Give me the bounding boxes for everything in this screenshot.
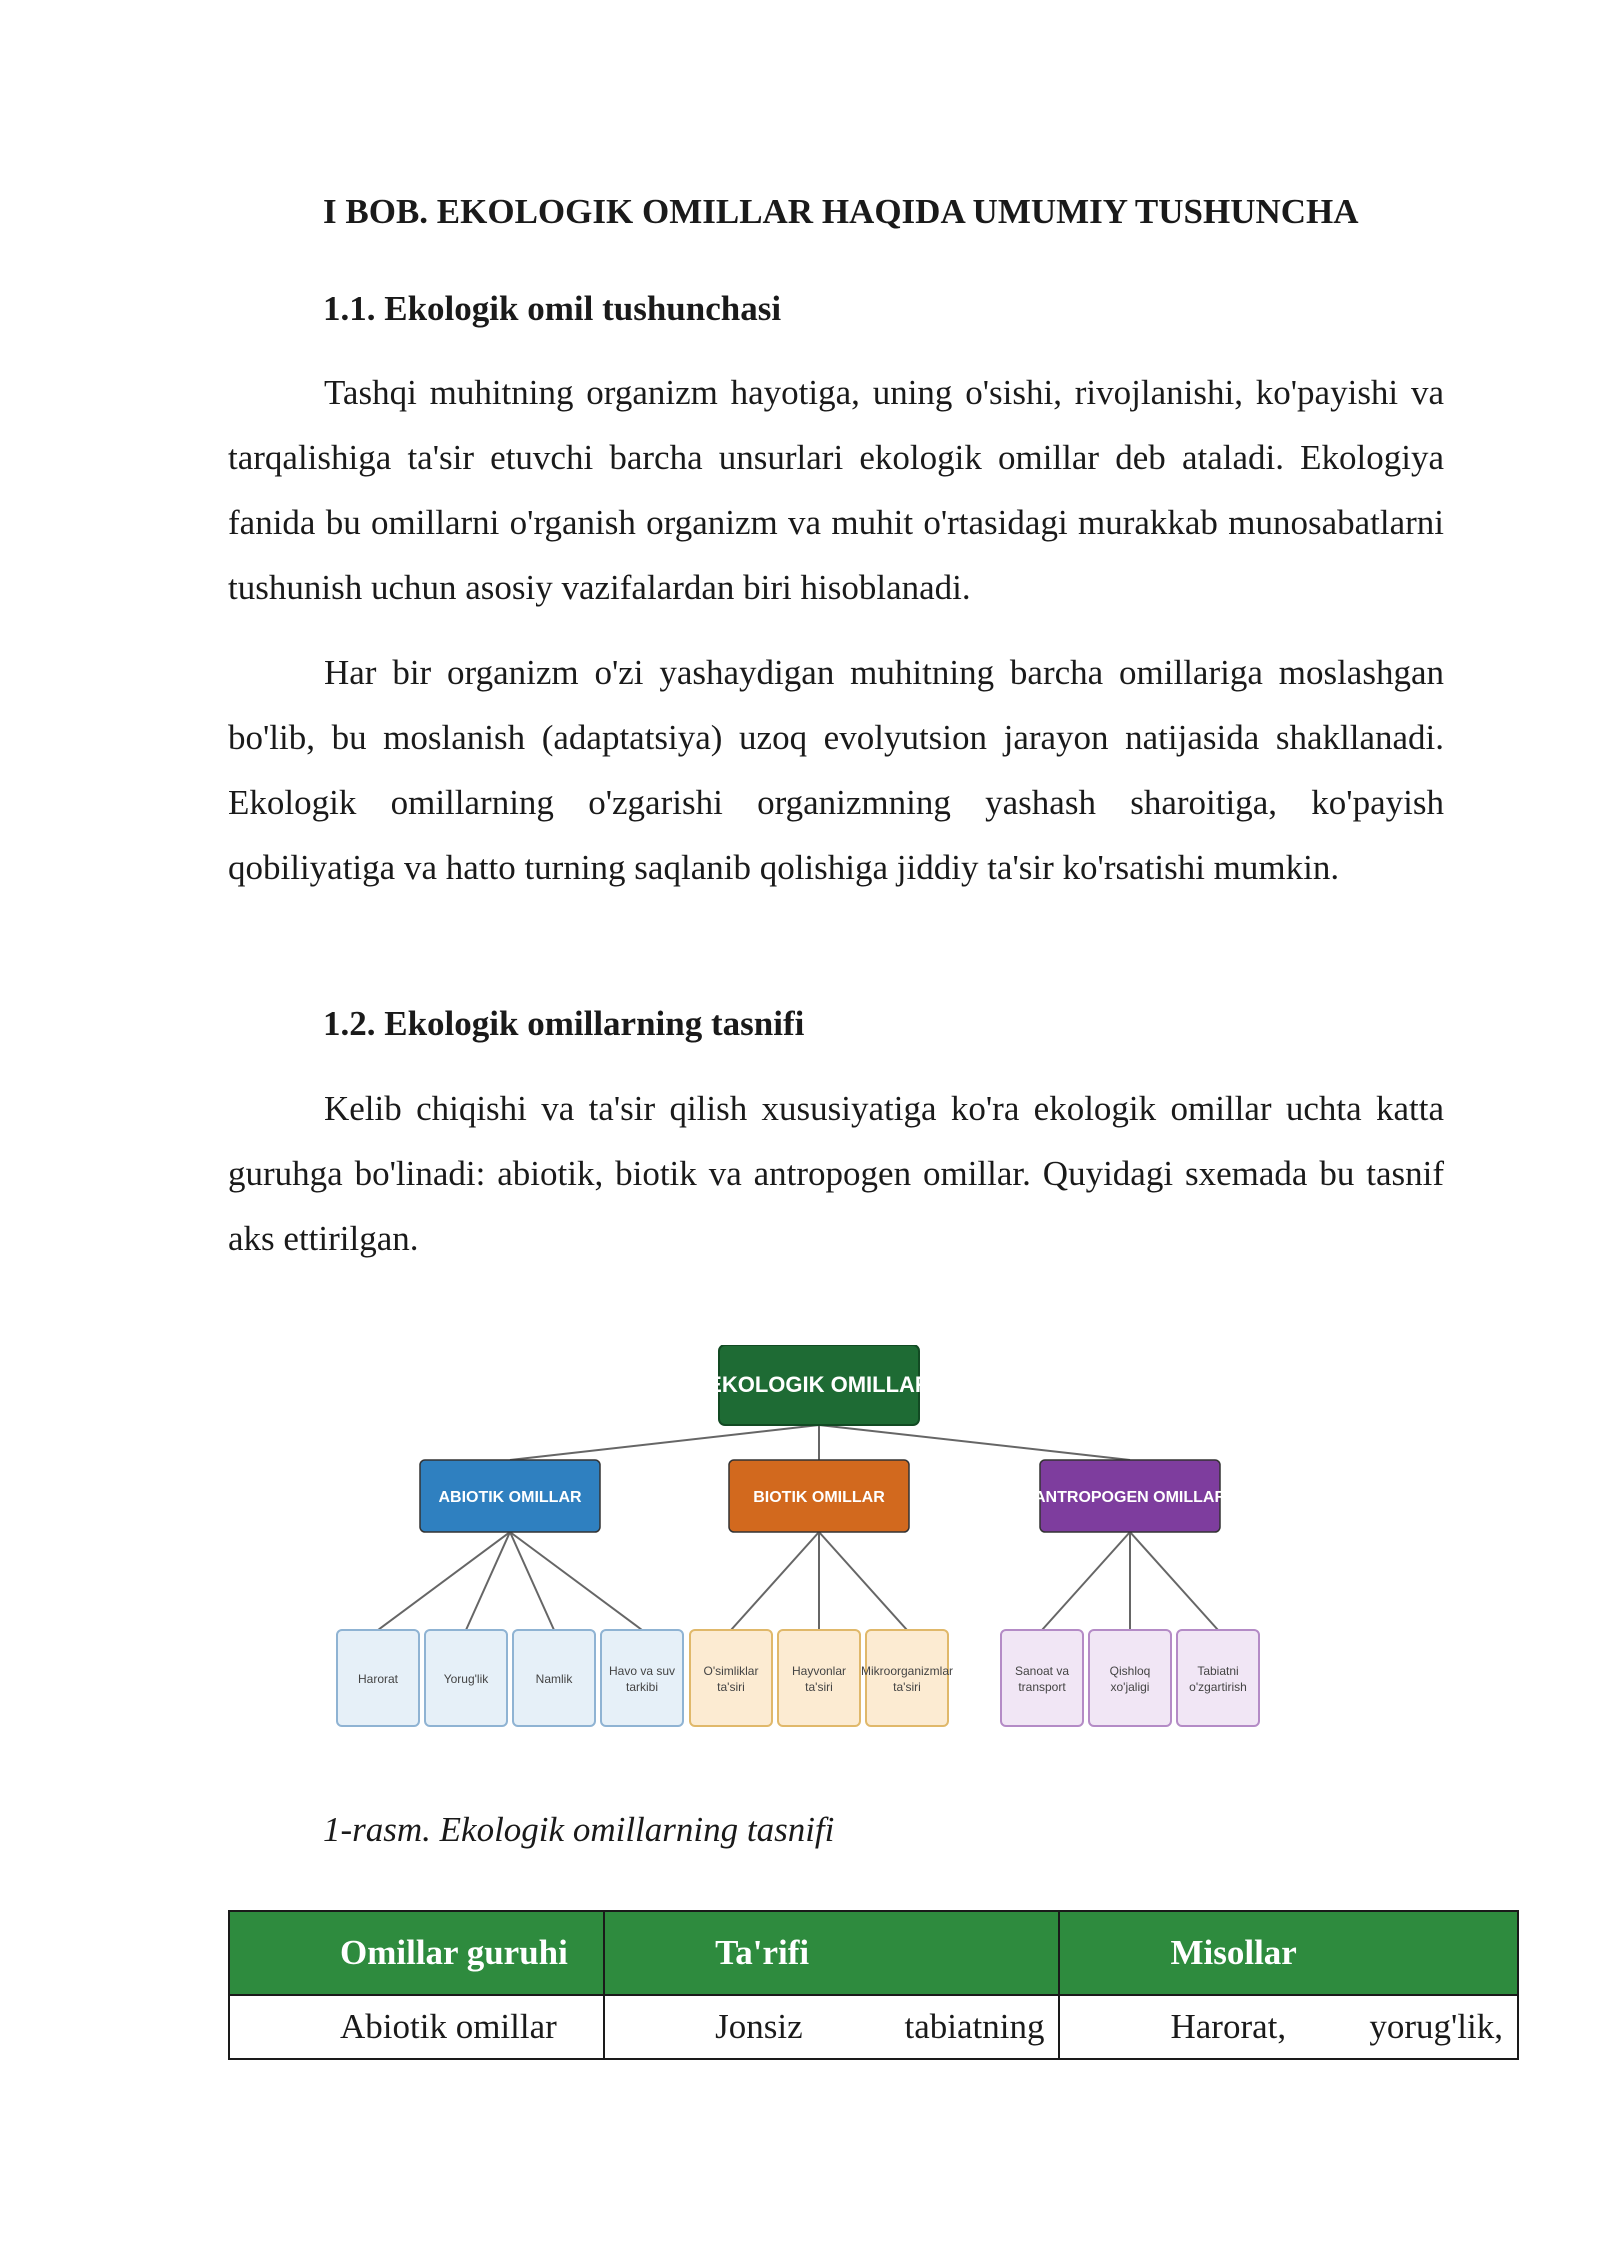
leaf-node [1177,1630,1259,1726]
leaf-node-label: Havo va suv [608,1664,676,1678]
connector-line [378,1532,510,1630]
leaf-node-label: Namlik [535,1672,573,1686]
connector-line [819,1532,907,1630]
leaf-node-label: Qishloq [1109,1664,1151,1678]
table-cell-examples [1059,1995,1518,2059]
leaf-node-label: O'simliklar [703,1664,759,1678]
leaf-node-label: Mikroorganizmlar [860,1664,954,1678]
leaf-node-label: ta'siri [717,1680,745,1694]
table-header-cell: Omillar guruhi [229,1911,604,1995]
cell-word: yorug'lik, [1369,2007,1503,2046]
leaf-node [1089,1630,1171,1726]
leaf-node-label: transport [1018,1680,1066,1694]
leaf-node-label: ta'siri [893,1680,921,1694]
leaf-node-label: Hayvonlar [791,1664,847,1678]
factors-table [228,1910,1519,2060]
leaf-node [690,1630,772,1726]
cell-word: Jonsiz [715,2007,803,2046]
leaf-node-label: tarkibi [625,1680,659,1694]
paragraph: Tashqi muhitning organizm hayotiga, uning o'sishi, rivojlanishi, ko'payishi va tarqalishiga ta'sir etuvchi barcha unsurlari ekologik omillar deb ataladi. Ekologiya fanida bu omillarni o'rganish organizm va muhit o'rtasidagi murakkab munosabatlarni tushunish uchun asosiy vazifalardan biri hisoblanadi. [228,373,1444,607]
connector-line [466,1532,510,1630]
connector-line [510,1532,642,1630]
leaf-node [601,1630,683,1726]
connector-line [1042,1532,1130,1630]
paragraph: Har bir organizm o'zi yashaydigan muhitning barcha omillariga moslashgan bo'lib, bu moslanish (adaptatsiya) uzoq evolyutsion jarayon natijasida shakllanadi. Ekologik omillarning o'zgarishi organizmning yashash sharoitiga, ko'payish qobiliyatiga va hatto turning saqlanib qolishiga jiddiy ta'sir ko'rsatishi mumkin. [228,653,1444,887]
table-cell-group: Abiotik omillar [229,1995,604,2059]
connector-line [819,1425,1130,1460]
table-row [229,1995,1518,2059]
connector-line [510,1425,819,1460]
leaf-node [866,1630,948,1726]
leaf-node-label: ta'siri [805,1680,833,1694]
table-header-cell: Misollar [1059,1911,1518,1995]
connector-line [510,1532,554,1630]
connector-line [1130,1532,1218,1630]
group-node-label: ABIOTIK OMILLAR [438,1489,582,1506]
leaf-node-label: Tabiatni [1197,1664,1239,1678]
chapter-heading: I BOB. EKOLOGIK OMILLAR HAQIDA UMUMIY TUSHUNCHA [323,192,1359,231]
leaf-node-label: xo'jaligi [1110,1680,1150,1694]
classification-diagram [330,1345,1280,1745]
table-header-row [229,1911,1518,1995]
section-title: 1.1. Ekologik omil tushunchasi [323,289,782,328]
figure-caption: 1-rasm. Ekologik omillarning tasnifi [323,1810,835,1849]
leaf-node-label: Sanoat va [1014,1664,1070,1678]
leaf-node [778,1630,860,1726]
connector-line [731,1532,819,1630]
root-node-label: EKOLOGIK OMILLAR [707,1372,931,1397]
cell-word: tabiatning [904,2007,1045,2046]
leaf-node [1001,1630,1083,1726]
cell-word: Harorat, [1170,2007,1287,2046]
leaf-node-label: Yorug'lik [443,1672,489,1686]
paragraph: Kelib chiqishi va ta'sir qilish xususiyatiga ko'ra ekologik omillar uchta katta guruhga bo'linadi: abiotik, biotik va antropogen omillar. Quyidagi sxemada bu tasnif aks ettirilgan. [228,1089,1444,1258]
section-title: 1.2. Ekologik omillarning tasnifi [323,1004,805,1043]
group-node-label: ANTROPOGEN OMILLAR [1034,1489,1226,1506]
group-node-label: BIOTIK OMILLAR [753,1489,885,1506]
leaf-node-label: o'zgartirish [1189,1680,1247,1694]
leaf-node-label: Harorat [357,1672,399,1686]
table-cell-definition [604,1995,1059,2059]
table-header-cell: Ta'rifi [604,1911,1059,1995]
